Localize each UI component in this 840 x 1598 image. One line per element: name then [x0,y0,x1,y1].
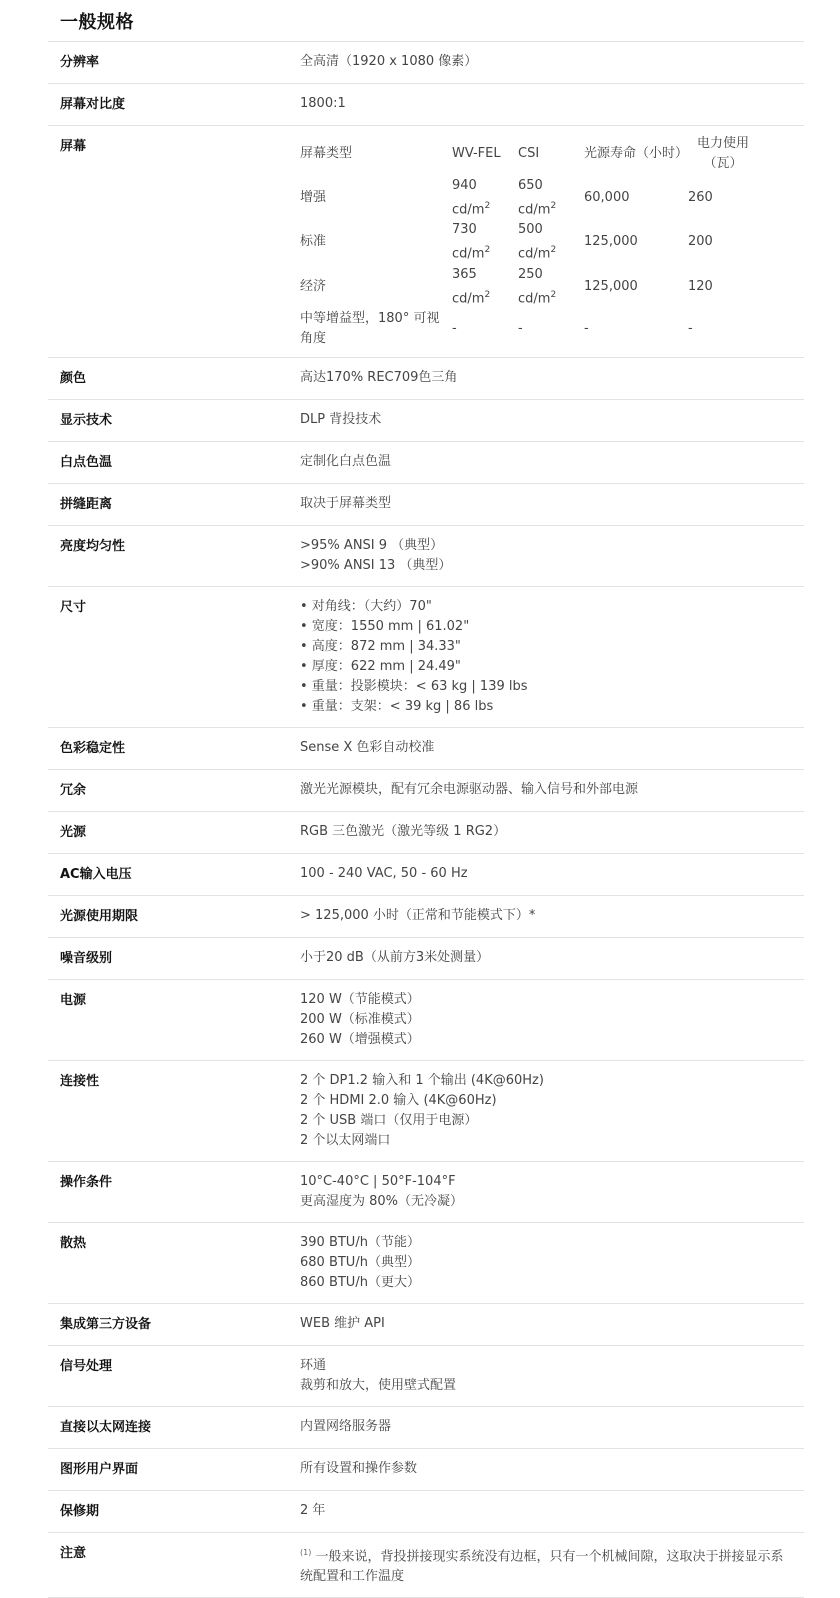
spec-row-ethernet [48,1406,804,1448]
spec-row-light-source [48,811,804,853]
spec-label: 噪音级别 [60,950,113,966]
spec-row-warranty [48,1490,804,1532]
spec-label: 光源 [60,824,87,840]
spec-row-redundancy [48,769,804,811]
value-line: 更高湿度为 80%（无冷凝） [300,1193,464,1209]
value-line: 裁剪和放大，使用壁式配置 [300,1377,457,1393]
value-line: 环通 [300,1357,327,1373]
spec-value [300,597,804,717]
list-item: • 宽度：1550 mm | 61.02" [300,618,470,634]
power-cell: 120 [688,278,713,294]
spec-row-operating-conditions [48,1161,804,1222]
spec-value: 取决于屏幕类型 [300,495,392,511]
spec-value: 激光光源模块，配有冗余电源驱动器、输入信号和外部电源 [300,781,639,797]
spec-value [300,990,804,1050]
spec-row-resolution [48,41,804,83]
footnote-marker: (1) [300,1547,312,1557]
spec-row-dimensions [48,586,804,727]
spec-label: 屏幕 [60,139,87,154]
table-row [300,265,762,309]
spec-row-seam-gap [48,483,804,525]
spec-table [48,41,804,1598]
spec-label: 颜色 [60,370,87,386]
spec-row-ac-input [48,853,804,895]
screen-type-cell: 增强 [300,190,327,206]
spec-value: DLP 背投技术 [300,411,382,427]
spec-label: 拼缝距离 [60,496,113,512]
header-csi: CSI [518,146,540,161]
power-cell: 200 [688,234,713,250]
spec-label: 直接以太网连接 [60,1419,152,1435]
spec-label: 尺寸 [60,599,87,615]
list-item: • 厚度：622 mm | 24.49" [300,658,461,674]
value-line: 260 W（增强模式） [300,1031,420,1047]
screen-type-table [300,134,762,349]
csi-cell: 250 $cd/m^2$ [518,266,557,306]
spec-row-light-lifetime [48,895,804,937]
spec-label: 显示技术 [60,412,113,428]
wv-fel-cell: 730 $cd/m^2$ [452,222,491,262]
spec-label: 操作条件 [60,1174,113,1190]
csi-cell: 500 $cd/m^2$ [518,222,557,262]
value-line: 2 个以太网端口 [300,1132,391,1148]
table-row [300,176,762,220]
value-line: 120 W（节能模式） [300,991,420,1007]
spec-label: 屏幕对比度 [60,97,126,112]
spec-label: 色彩稳定性 [60,740,126,756]
spec-row-heat-dissipation [48,1222,804,1303]
wv-fel-cell: - [452,320,457,336]
spec-row-note [48,1532,804,1598]
power-cell: - [688,320,693,336]
spec-row-display-tech [48,399,804,441]
screen-type-cell: 中等增益型，180° 可视角度 [300,310,440,346]
lifetime-cell: 125,000 [584,234,638,250]
spec-row-color [48,357,804,399]
spec-value [300,1543,804,1587]
spec-value: Sense X 色彩自动校准 [300,739,435,755]
lifetime-cell: 125,000 [584,278,638,294]
spec-label: 冗余 [60,782,87,798]
spec-value: 高达170% REC709色三角 [300,369,458,385]
csi-cell: 650 $cd/m^2$ [518,178,557,218]
spec-row-contrast [48,83,804,125]
spec-label: 光源使用期限 [60,908,139,924]
value-line: 2 个 DP1.2 输入和 1 个输出 (4K@60Hz) [300,1072,544,1088]
spec-value: 1800:1 [300,96,346,111]
spec-row-third-party [48,1303,804,1345]
spec-value [300,1172,804,1212]
header-lifetime: 光源寿命（小时） [584,146,689,161]
spec-value: 2 年 [300,1502,326,1518]
spec-label: 集成第三方设备 [60,1316,152,1332]
lifetime-cell: 60,000 [584,190,630,206]
list-item: • 重量：投影模块：< 63 kg | 139 lbs [300,678,528,694]
value-line: >90% ANSI 13 （典型） [300,557,452,573]
note-text: 一般来说，背投拼接现实系统没有边框，只有一个机械间隙，这取决于拼接显示系统配置和工作温度 [300,1549,784,1585]
spec-value: 100 - 240 VAC, 50 - 60 Hz [300,865,468,881]
spec-value: 所有设置和操作参数 [300,1460,418,1476]
list-item: • 重量：支架：< 39 kg | 86 lbs [300,698,494,714]
value-line: 10°C-40°C | 50°F-104°F [300,1173,456,1189]
spec-row-uniformity [48,525,804,586]
value-line: 2 个 USB 端口（仅用于电源） [300,1112,478,1128]
spec-label: 亮度均匀性 [60,538,126,554]
spec-row-connectivity [48,1060,804,1161]
spec-label: 保修期 [60,1503,100,1519]
spec-value: 小于20 dB（从前方3米处测量） [300,949,490,965]
screen-table-wrapper [300,132,804,349]
lifetime-cell: - [584,320,589,336]
section-title: 一般规格 [60,12,134,33]
spec-label: AC输入电压 [60,866,132,882]
spec-label: 电源 [60,992,87,1008]
spec-value: 内置网络服务器 [300,1418,392,1434]
screen-table-header [300,134,762,176]
spec-label: 注意 [60,1545,87,1561]
spec-value: WEB 维护 API [300,1315,385,1331]
value-line: 2 个 HDMI 2.0 输入 (4K@60Hz) [300,1092,497,1108]
spec-row-noise [48,937,804,979]
spec-row-color-stability [48,727,804,769]
csi-cell: - [518,320,523,336]
spec-label: 白点色温 [60,454,113,470]
header-power: 电力使用（瓦） [696,136,749,171]
header-screen-type: 屏幕类型 [300,146,353,161]
value-line: 200 W（标准模式） [300,1011,420,1027]
table-row [300,309,762,349]
value-line: 680 BTU/h（典型） [300,1254,420,1270]
value-line: 860 BTU/h（更大） [300,1274,420,1290]
spec-label: 信号处理 [60,1358,113,1374]
spec-label: 散热 [60,1235,87,1251]
spec-value [300,1233,804,1293]
spec-row-white-point [48,441,804,483]
list-item: • 高度：872 mm | 34.33" [300,638,461,654]
spec-row-signal-processing [48,1345,804,1406]
value-line: >95% ANSI 9 （典型） [300,537,444,553]
spec-row-gui [48,1448,804,1490]
wv-fel-cell: 365 $cd/m^2$ [452,266,491,306]
spec-row-screen [48,125,804,357]
spec-value [300,1356,804,1396]
power-cell: 260 [688,190,713,206]
list-item: • 对角线：（大约）70" [300,598,432,614]
spec-value [300,1071,804,1151]
spec-value: 全高清（1920 x 1080 像素） [300,54,478,69]
value-line: 390 BTU/h（节能） [300,1234,420,1250]
screen-type-cell: 标准 [300,234,327,250]
spec-value: > 125,000 小时（正常和节能模式下）* [300,907,536,923]
spec-value [300,536,804,576]
header-wv-fel: WV-FEL [452,146,501,161]
wv-fel-cell: 940 $cd/m^2$ [452,178,491,218]
spec-label: 图形用户界面 [60,1461,139,1477]
screen-type-cell: 经济 [300,278,327,294]
spec-label: 分辨率 [60,55,100,70]
spec-value: RGB 三色激光（激光等级 1 RG2） [300,823,507,839]
table-row [300,220,762,264]
spec-row-power [48,979,804,1060]
spec-label: 连接性 [60,1073,100,1089]
spec-value: 定制化白点色温 [300,453,392,469]
